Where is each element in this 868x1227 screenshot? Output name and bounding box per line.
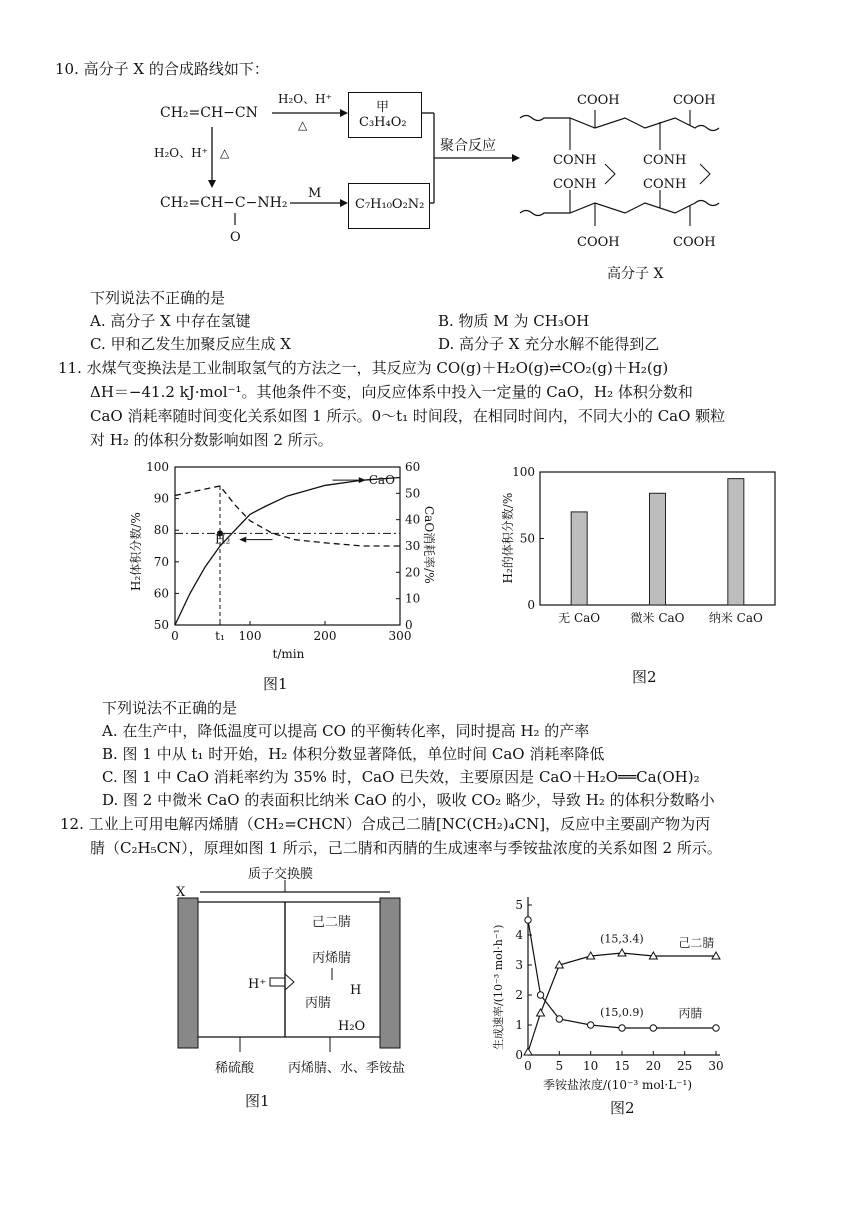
fig1-caption: 图1 xyxy=(263,675,288,693)
q12-fig1-caption: 图1 xyxy=(245,1092,270,1110)
q11-line4: 对 H₂ 的体积分数影响如图 2 所示。 xyxy=(90,431,333,449)
q11-line2: ΔH＝−41.2 kJ·mol⁻¹。其他条件不变，向反应体系中投入一定量的 CaO，H₂ 体积分数和 xyxy=(90,383,693,401)
acn-label: 丙烯腈 xyxy=(312,951,352,966)
box-jia xyxy=(348,92,422,138)
fig3-ylabel: 生成速率/(10⁻³ mol·h⁻¹) xyxy=(492,924,505,1050)
cond-m: M xyxy=(308,186,322,201)
box-yi-formula: C₇H₁₀O₂N₂ xyxy=(355,197,425,212)
fig1-y2tick-label: 0 xyxy=(405,618,413,632)
q11-option-a: A. 在生产中，降低温度可以提高 CO 的平衡转化率，同时提高 H₂ 的产率 xyxy=(102,722,590,740)
pn-label: 丙腈 xyxy=(305,996,332,1011)
pn-point xyxy=(619,1025,625,1031)
fig2-category-label: 无 CaO xyxy=(558,611,601,625)
annotation-pn: (15,0.9) xyxy=(600,1006,644,1019)
fig3-xtick-label: 10 xyxy=(583,1059,599,1073)
q11-option-b: B. 图 1 中从 t₁ 时开始，H₂ 体积分数显著降低，单位时间 CaO 消耗率降低 xyxy=(102,745,605,763)
fig1-ytick-label: 90 xyxy=(153,491,169,506)
fig1-ytick-label: 100 xyxy=(146,460,169,474)
cond-left: H₂O、H⁺ xyxy=(154,146,208,160)
q12-fig2-caption: 图2 xyxy=(610,1099,635,1117)
adn-point xyxy=(537,1009,545,1016)
box-jia-name: 甲 xyxy=(376,100,390,115)
h-label: H xyxy=(350,983,362,998)
q10-option-d: D. 高分子 X 充分水解不能得到乙 xyxy=(438,335,660,353)
fig1-xtick-label: 0 xyxy=(171,629,179,643)
fig1-y2tick-label: 60 xyxy=(405,460,421,474)
q11-line3: CaO 消耗率随时间变化关系如图 1 所示。0～t₁ 时间段，在相同时间内，不同大小的 CaO 颗粒 xyxy=(90,407,726,425)
cond-top: H₂O、H⁺ xyxy=(278,92,332,106)
group-3: CONH xyxy=(553,153,597,168)
adn-point xyxy=(524,1048,532,1055)
fig2-bar-chart xyxy=(490,460,790,630)
pn-point xyxy=(650,1025,656,1031)
box-yi xyxy=(348,183,430,229)
q11-option-d: D. 图 2 中微米 CaO 的表面积比纳米 CaO 的小，吸收 CO₂ 略少，导致 H₂ 的体积分数略小 xyxy=(102,791,715,809)
q10-option-a: A. 高分子 X 中存在氢键 xyxy=(90,312,251,330)
fig1-y2tick-label: 20 xyxy=(405,565,421,580)
bar-2 xyxy=(728,479,744,605)
acrylonitrile: CH₂=CH−CN xyxy=(160,105,258,121)
fig3-ytick-label: 4 xyxy=(515,928,523,942)
membrane-label: 质子交换膜 xyxy=(248,867,314,882)
fig1-ytick-label: 70 xyxy=(153,554,169,569)
fig3-xtick-label: 30 xyxy=(708,1059,724,1073)
fig1-ylabel: H₂体积分数/% xyxy=(129,512,143,591)
pn-point xyxy=(587,1022,593,1028)
polymer-x-structure xyxy=(515,88,745,288)
q11-prompt: 下列说法不正确的是 xyxy=(102,699,238,717)
label-pn: 丙腈 xyxy=(678,1006,703,1021)
fig1-ytick-label: 80 xyxy=(153,523,169,538)
q10-synthesis-scheme xyxy=(150,85,530,260)
fig3-ytick-label: 5 xyxy=(515,898,523,912)
q11-line1: 11. 水煤气变换法是工业制取氢气的方法之一，其反应为 CO(g)＋H₂O(g)⇌CO₂(g)＋H₂(g) xyxy=(58,359,669,377)
annotation-adn: (15,3.4) xyxy=(600,932,644,946)
fig1-y2label: CaO消耗率/% xyxy=(422,506,436,584)
fig3-xtick-label: 15 xyxy=(614,1059,630,1073)
fig1-h2-cao-chart xyxy=(120,455,450,670)
acrylamide-o: O xyxy=(230,230,241,245)
fig3-xtick-label: 20 xyxy=(645,1059,661,1073)
fig2-caption: 图2 xyxy=(632,668,657,686)
bar-0 xyxy=(571,512,587,605)
pn-point xyxy=(556,1016,562,1022)
electrolysis-cell-diagram xyxy=(170,862,430,1077)
fig3-xtick-label: 0 xyxy=(524,1059,532,1073)
fig2-category-label: 纳米 CaO xyxy=(708,611,763,625)
fig1-ytick-label: 50 xyxy=(153,618,169,632)
fig1-xtick-label: 100 xyxy=(238,629,262,643)
fig1-ytick-label: 60 xyxy=(153,586,169,601)
fig1-y2tick-label: 30 xyxy=(405,539,421,553)
fig3-ytick-label: 1 xyxy=(515,1018,523,1032)
fig2-ytick-label: 100 xyxy=(512,465,535,479)
fig1-y2tick-label: 40 xyxy=(405,512,421,527)
box-jia-formula: C₃H₄O₂ xyxy=(359,115,407,130)
label-h2: H₂ xyxy=(215,532,231,547)
series-h2-line xyxy=(175,486,400,546)
rate-vs-concentration-chart xyxy=(488,890,748,1095)
q10-stem: 10. 高分子 X 的合成路线如下： xyxy=(55,60,269,78)
poly-label: 聚合反应 xyxy=(440,138,496,154)
group-5: CONH xyxy=(553,177,597,192)
fig3-ytick-label: 3 xyxy=(515,958,523,972)
q12-line2: 腈（C₂H₅CN），原理如图 1 所示，己二腈和丙腈的生成速率与季铵盐浓度的关系如图 2 所示。 xyxy=(90,839,722,857)
group-6: CONH xyxy=(643,177,687,192)
pn-point xyxy=(525,917,531,923)
fig1-y2tick-label: 50 xyxy=(405,486,421,501)
electrode-x-label: X xyxy=(176,885,186,900)
fig1-xtick-label: t₁ xyxy=(215,629,225,643)
pn-point xyxy=(537,992,543,998)
fig3-xtick-label: 5 xyxy=(555,1059,564,1073)
group-1: COOH xyxy=(577,93,620,108)
fig3-xtick-label: 25 xyxy=(677,1059,693,1073)
group-7: COOH xyxy=(577,235,620,250)
label-adn: 己二腈 xyxy=(678,936,715,950)
fig1-xtick-label: 200 xyxy=(313,629,337,643)
fig1-xtick-label: 300 xyxy=(388,629,412,643)
fig2-ytick-label: 0 xyxy=(527,598,535,612)
fig2-category-label: 微米 CaO xyxy=(630,611,685,625)
cond-left-heat: △ xyxy=(220,146,230,160)
adn-label: 己二腈 xyxy=(312,915,352,930)
fig3-xlabel: 季铵盐浓度/(10⁻³ mol·L⁻¹) xyxy=(543,1078,693,1092)
pn-point xyxy=(713,1025,719,1031)
label-cao: CaO xyxy=(368,473,395,488)
group-8: COOH xyxy=(673,235,716,250)
group-4: CONH xyxy=(643,153,687,168)
q10-prompt: 下列说法不正确的是 xyxy=(90,289,226,307)
fig3-ytick-label: 0 xyxy=(515,1048,523,1062)
h2o-label: H₂O xyxy=(338,1019,366,1034)
group-2: COOH xyxy=(673,93,716,108)
cond-top-heat: △ xyxy=(298,118,308,132)
left-solution: 稀硫酸 xyxy=(215,1061,255,1076)
acrylamide: CH₂=CH−C−NH₂ xyxy=(160,195,288,211)
h2-arrowhead xyxy=(239,537,246,543)
polymer-x-label: 高分子 X xyxy=(607,266,664,282)
q12-line1: 12. 工业上可用电解丙烯腈（CH₂=CHCN）合成己二腈[NC(CH₂)₄CN]，反应中主要副产物为丙 xyxy=(60,815,711,833)
fig2-ylabel: H₂的体积分数/% xyxy=(501,492,515,584)
fig3-ytick-label: 2 xyxy=(515,988,523,1002)
q10-option-c: C. 甲和乙发生加聚反应生成 X xyxy=(90,335,291,353)
fig1-y2tick-label: 10 xyxy=(405,591,421,606)
q11-option-c: C. 图 1 中 CaO 消耗率约为 35% 时，CaO 已失效，主要原因是 CaO＋H₂O══Ca(OH)₂ xyxy=(102,768,700,786)
q10-option-b: B. 物质 M 为 CH₃OH xyxy=(438,312,590,330)
right-solution: 丙烯腈、水、季铵盐 xyxy=(288,1061,406,1076)
bar-1 xyxy=(650,493,666,605)
fig2-ytick-label: 50 xyxy=(519,531,535,546)
adn-point xyxy=(618,949,626,956)
series-cao-line xyxy=(175,478,400,625)
fig1-xlabel: t/min xyxy=(272,647,305,661)
hplus-label: H⁺ xyxy=(248,977,267,992)
